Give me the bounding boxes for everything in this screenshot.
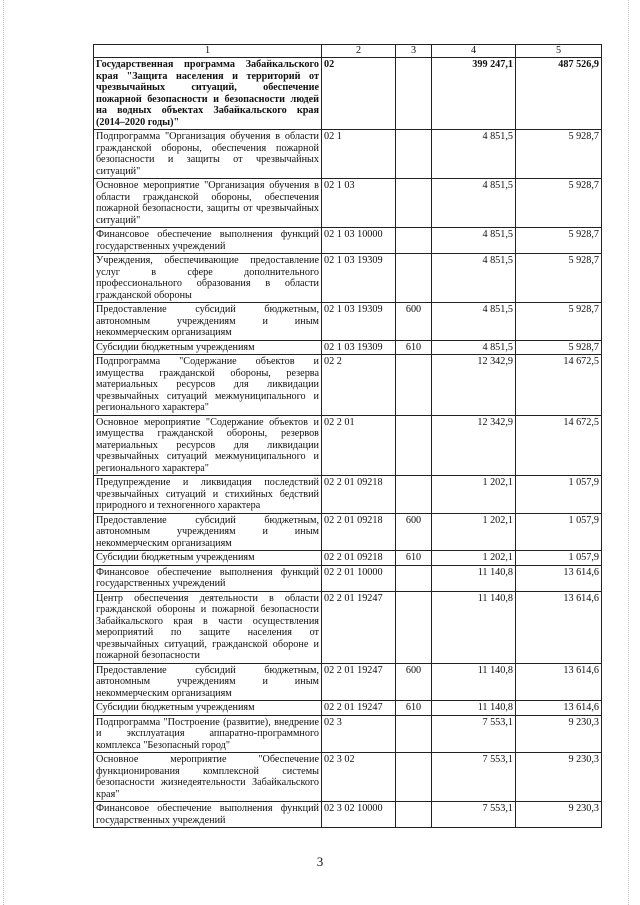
row-name: Субсидии бюджетным учреждениям xyxy=(94,701,322,716)
table-row xyxy=(94,513,602,551)
row-amount-col5: 5 928,7 xyxy=(516,340,602,355)
row-name: Подпрограмма "Организация обучения в области гражданской обороны, обеспечения пожарной безопасности и защиты от чрезвычайных ситуаций" xyxy=(94,130,322,179)
row-name: Предупреждение и ликвидация последствий чрезвычайных ситуаций и стихийных бедствий природного и техногенного характера xyxy=(94,476,322,514)
row-expense-type xyxy=(396,130,432,179)
row-code: 02 xyxy=(322,58,396,130)
table-row xyxy=(94,715,602,753)
column-number-4: 4 xyxy=(432,45,516,58)
row-code: 02 2 01 19247 xyxy=(322,701,396,716)
row-code: 02 3 xyxy=(322,715,396,753)
column-number-1: 1 xyxy=(94,45,322,58)
row-expense-type xyxy=(396,802,432,828)
row-amount-col5: 14 672,5 xyxy=(516,415,602,476)
row-amount-col4: 4 851,5 xyxy=(432,254,516,303)
row-name: Предоставление субсидий бюджетным, автономным учреждениям и иным некоммерческим организациям xyxy=(94,513,322,551)
row-expense-type: 600 xyxy=(396,663,432,701)
row-amount-col5: 9 230,3 xyxy=(516,715,602,753)
row-expense-type: 600 xyxy=(396,303,432,341)
row-amount-col4: 7 553,1 xyxy=(432,715,516,753)
table-row xyxy=(94,753,602,802)
row-code: 02 1 03 19309 xyxy=(322,254,396,303)
table-row xyxy=(94,254,602,303)
row-name: Финансовое обеспечение выполнения функций государственных учреждений xyxy=(94,565,322,591)
row-name: Предоставление субсидий бюджетным, автономным учреждениям и иным некоммерческим организациям xyxy=(94,303,322,341)
row-expense-type: 610 xyxy=(396,340,432,355)
row-expense-type xyxy=(396,179,432,228)
scan-edge-right xyxy=(628,0,630,905)
row-amount-col5: 1 057,9 xyxy=(516,513,602,551)
row-amount-col5: 9 230,3 xyxy=(516,753,602,802)
row-name: Основное мероприятие "Организация обучения в области гражданской обороны, обеспечения пожарной безопасности, защиты от чрезвычайных ситуаций" xyxy=(94,179,322,228)
row-amount-col4: 1 202,1 xyxy=(432,476,516,514)
row-amount-col5: 13 614,6 xyxy=(516,591,602,663)
row-amount-col5: 5 928,7 xyxy=(516,254,602,303)
row-amount-col4: 4 851,5 xyxy=(432,130,516,179)
table-row xyxy=(94,591,602,663)
row-amount-col4: 11 140,8 xyxy=(432,591,516,663)
table-body xyxy=(94,58,602,828)
row-name: Основное мероприятие "Обеспечение функционирования комплексной системы безопасности жизнедеятельности Забайкальского края" xyxy=(94,753,322,802)
row-name: Государственная программа Забайкальского края "Защита населения и территорий от чрезвычайных ситуаций, обеспечение пожарной безопасности и безопасности людей на водных объектах Забайкальского края (2014–2020 годы)" xyxy=(94,58,322,130)
row-amount-col5: 487 526,9 xyxy=(516,58,602,130)
row-amount-col4: 4 851,5 xyxy=(432,340,516,355)
row-code: 02 1 xyxy=(322,130,396,179)
column-number-2: 2 xyxy=(322,45,396,58)
row-code: 02 2 01 09218 xyxy=(322,551,396,566)
page-number: 3 xyxy=(316,854,324,869)
row-amount-col4: 11 140,8 xyxy=(432,701,516,716)
row-amount-col4: 12 342,9 xyxy=(432,415,516,476)
row-code: 02 2 01 09218 xyxy=(322,476,396,514)
row-amount-col5: 5 928,7 xyxy=(516,179,602,228)
column-number-3: 3 xyxy=(396,45,432,58)
scan-edge-left xyxy=(3,0,5,905)
row-expense-type: 610 xyxy=(396,701,432,716)
row-amount-col5: 5 928,7 xyxy=(516,130,602,179)
row-amount-col4: 4 851,5 xyxy=(432,179,516,228)
row-code: 02 1 03 10000 xyxy=(322,228,396,254)
row-amount-col5: 13 614,6 xyxy=(516,663,602,701)
row-amount-col4: 11 140,8 xyxy=(432,663,516,701)
row-expense-type xyxy=(396,715,432,753)
row-code: 02 2 xyxy=(322,355,396,416)
row-amount-col5: 5 928,7 xyxy=(516,303,602,341)
row-amount-col4: 399 247,1 xyxy=(432,58,516,130)
row-code: 02 2 01 19247 xyxy=(322,663,396,701)
row-expense-type xyxy=(396,58,432,130)
table-row xyxy=(94,58,602,130)
table-row xyxy=(94,663,602,701)
row-expense-type: 600 xyxy=(396,513,432,551)
row-expense-type xyxy=(396,355,432,416)
row-amount-col4: 4 851,5 xyxy=(432,303,516,341)
row-amount-col5: 13 614,6 xyxy=(516,565,602,591)
row-amount-col4: 1 202,1 xyxy=(432,551,516,566)
table-row xyxy=(94,303,602,341)
row-amount-col4: 1 202,1 xyxy=(432,513,516,551)
row-amount-col4: 7 553,1 xyxy=(432,753,516,802)
row-expense-type xyxy=(396,476,432,514)
row-name: Центр обеспечения деятельности в области гражданской обороны и пожарной безопасности Забайкальского края в части осуществления мероприятий по защите населения от чрезвычайных ситуаций, гражданской обороне и пожарной безопасности xyxy=(94,591,322,663)
column-number-row xyxy=(94,45,602,58)
row-name: Подпрограмма "Содержание объектов и имущества гражданской обороны, резерва материальных ресурсов для ликвидации чрезвычайных ситуаций межмуниципального и регионального характера" xyxy=(94,355,322,416)
table-row xyxy=(94,551,602,566)
row-code: 02 1 03 19309 xyxy=(322,340,396,355)
row-name: Финансовое обеспечение выполнения функций государственных учреждений xyxy=(94,802,322,828)
column-number-5: 5 xyxy=(516,45,602,58)
row-expense-type xyxy=(396,254,432,303)
row-amount-col4: 12 342,9 xyxy=(432,355,516,416)
table-row xyxy=(94,355,602,416)
row-name: Финансовое обеспечение выполнения функций государственных учреждений xyxy=(94,228,322,254)
row-code: 02 2 01 19247 xyxy=(322,591,396,663)
row-amount-col4: 7 553,1 xyxy=(432,802,516,828)
table-row xyxy=(94,340,602,355)
row-amount-col5: 14 672,5 xyxy=(516,355,602,416)
row-expense-type xyxy=(396,591,432,663)
row-code: 02 2 01 10000 xyxy=(322,565,396,591)
row-name: Субсидии бюджетным учреждениям xyxy=(94,340,322,355)
table-row xyxy=(94,415,602,476)
row-name: Субсидии бюджетным учреждениям xyxy=(94,551,322,566)
row-amount-col5: 5 928,7 xyxy=(516,228,602,254)
row-amount-col5: 13 614,6 xyxy=(516,701,602,716)
table-row xyxy=(94,179,602,228)
row-name: Подпрограмма "Построение (развитие), внедрение и эксплуатация аппаратно-программного комплекса "Безопасный город" xyxy=(94,715,322,753)
row-code: 02 2 01 xyxy=(322,415,396,476)
row-code: 02 2 01 09218 xyxy=(322,513,396,551)
row-code: 02 3 02 xyxy=(322,753,396,802)
row-name: Основное мероприятие "Содержание объектов и имущества гражданской обороны, резервов материальных ресурсов для ликвидации чрезвычайных ситуаций межмуниципального и регионального характера" xyxy=(94,415,322,476)
row-amount-col5: 9 230,3 xyxy=(516,802,602,828)
budget-table xyxy=(93,44,602,828)
row-name: Учреждения, обеспечивающие предоставление услуг в сфере дополнительного профессионального образования в области гражданской обороны xyxy=(94,254,322,303)
row-code: 02 1 03 19309 xyxy=(322,303,396,341)
row-amount-col5: 1 057,9 xyxy=(516,551,602,566)
table-row xyxy=(94,565,602,591)
row-expense-type xyxy=(396,753,432,802)
table-row xyxy=(94,228,602,254)
row-code: 02 1 03 xyxy=(322,179,396,228)
table-row xyxy=(94,130,602,179)
row-expense-type xyxy=(396,415,432,476)
row-expense-type: 610 xyxy=(396,551,432,566)
row-name: Предоставление субсидий бюджетным, автономным учреждениям и иным некоммерческим организациям xyxy=(94,663,322,701)
row-code: 02 3 02 10000 xyxy=(322,802,396,828)
table-row xyxy=(94,476,602,514)
row-expense-type xyxy=(396,565,432,591)
row-amount-col4: 11 140,8 xyxy=(432,565,516,591)
table-row xyxy=(94,802,602,828)
row-expense-type xyxy=(396,228,432,254)
table-row xyxy=(94,701,602,716)
row-amount-col4: 4 851,5 xyxy=(432,228,516,254)
row-amount-col5: 1 057,9 xyxy=(516,476,602,514)
